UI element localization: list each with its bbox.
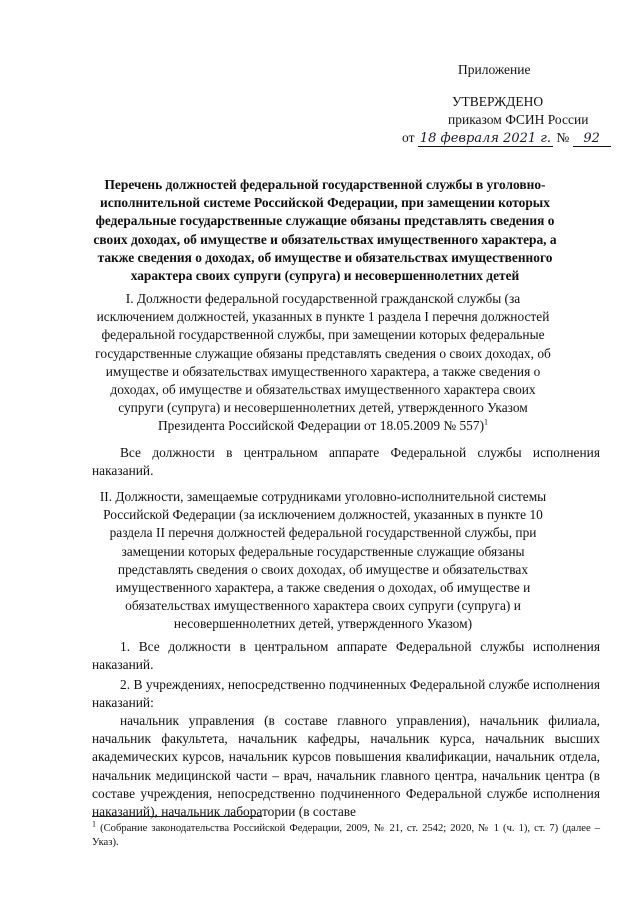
document-title: Перечень должностей федеральной государственной службы в уголовно-исполнительной системе Российской Федерации, при замещении которых федеральные государственные служащие обязаны представлять сведения о своих доходах, об имуществе и обязательствах имущественного характера, а также сведения о доходах, об имуществе и обязательствах имущественного характера своих супруги (супруга) и несовершеннолетних детей bbox=[93, 177, 557, 284]
order-date-number-line bbox=[402, 130, 611, 147]
appendix-label: Приложение bbox=[458, 62, 531, 77]
order-label: приказом ФСИН России bbox=[448, 112, 589, 127]
section-1-body: Все должности в центральном аппарате Федеральной службы исполнения наказаний. bbox=[92, 445, 600, 479]
from-prefix: от bbox=[402, 130, 415, 145]
number-prefix: № bbox=[556, 130, 570, 145]
footnote bbox=[92, 819, 600, 850]
handwritten-date: 18 февраля 2021 г. bbox=[419, 131, 551, 146]
item-2-positions: начальник управления (в составе главного управления), начальник филиала, начальник факультета, начальник кафедры, начальник курса, начальник высших академических курсов, начальник курсов повышения квалификации, начальник отдела, начальник медицинской части – врач, начальник главного центра, начальник центра (в составе учреждения, непосредственно подчиненного Федеральной службе исполнения наказаний), начальник лаборатории (в составе bbox=[92, 713, 600, 820]
item-2: 2. В учреждениях, непосредственно подчиненных Федеральной службе исполнения наказаний: bbox=[92, 677, 600, 711]
section-1-heading bbox=[88, 290, 558, 436]
footnote-divider bbox=[92, 816, 262, 817]
item-1: 1. Все должности в центральном аппарате Федеральной службы исполнения наказаний. bbox=[92, 639, 600, 673]
footnote-mark: 1 bbox=[92, 819, 96, 829]
section-1-text: I. Должности федеральной государственной гражданской службы (за исключением должностей, указанных в пункте 1 раздела I перечня должностей федеральной государственной службы, при замещении которых федеральные государственные служащие обязаны представлять сведения о своих доходах, об имуществе и обязательствах имущественного характера, а также сведения о доходах, об имуществе и обязательствах имущественного характера своих супруги (супруга) и несовершеннолетних детей, утвержденного Указом Президента Российской Федерации от 18.05.2009 № 557) bbox=[95, 291, 551, 434]
footnote-text: (Собрание законодательства Российской Федерации, 2009, № 21, ст. 2542; 2020, № 1 (ч. 1), ст. 7) (далее – Указ). bbox=[92, 823, 600, 848]
handwritten-number: 92 bbox=[573, 131, 611, 147]
footnote-ref: 1 bbox=[484, 417, 489, 427]
section-2-heading: II. Должности, замещаемые сотрудниками уголовно-исполнительной системы Российской Федерации (за исключением должностей, указанных в пункте 10 раздела II перечня должностей федеральной государственной службы, при замещении которых федеральные государственные служащие обязаны представлять сведения о своих доходах, об имуществе и обязательствах имущественного характера, а также сведения о доходах, об имуществе и обязательствах имущественного характера своих супруги (супруга) и несовершеннолетних детей, утвержденного Указом) bbox=[99, 489, 547, 632]
approved-label: УТВЕРЖДЕНО bbox=[452, 94, 544, 109]
